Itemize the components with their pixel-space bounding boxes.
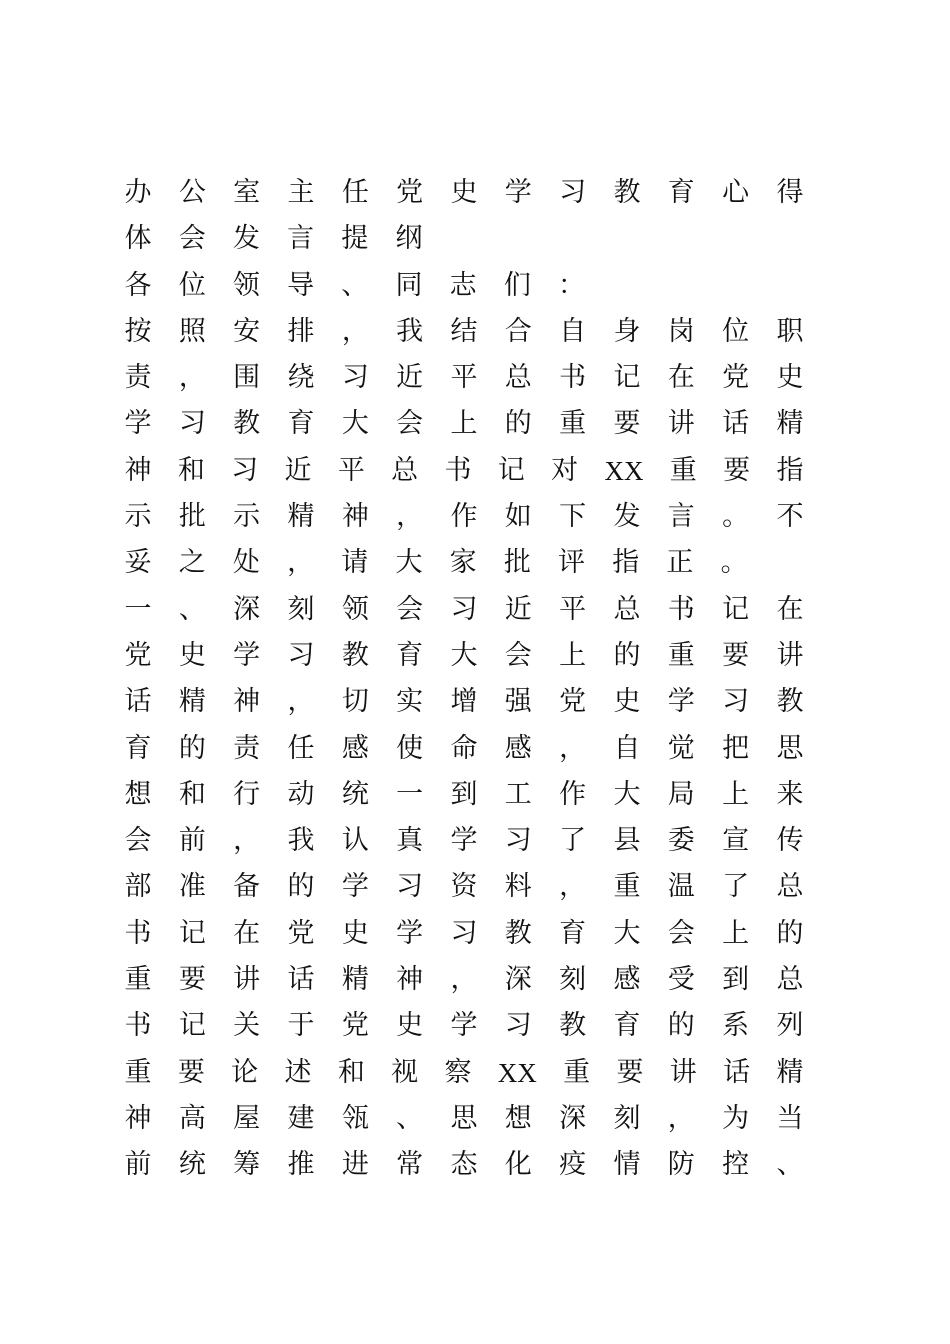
glyph: 行	[233, 778, 261, 810]
glyph: 防	[667, 1149, 695, 1181]
glyph: 习	[559, 177, 587, 208]
glyph: 把	[722, 732, 750, 764]
glyph: 学	[233, 639, 261, 671]
glyph: 志	[449, 269, 477, 301]
glyph: 平	[450, 362, 478, 394]
glyph: 思	[776, 732, 804, 764]
glyph: 常	[396, 1149, 424, 1181]
glyph: 育	[667, 177, 695, 208]
glyph: 近	[284, 454, 312, 486]
glyph: 围	[233, 362, 261, 394]
glyph: 史	[613, 686, 641, 718]
glyph: 深	[504, 964, 532, 996]
glyph: 妥	[124, 547, 152, 579]
glyph: 按	[124, 315, 152, 347]
glyph: 讲	[669, 1056, 697, 1088]
glyph: 神	[124, 1102, 152, 1134]
glyph: 作	[450, 501, 478, 533]
glyph: 史	[178, 639, 206, 671]
glyph: 岗	[667, 315, 695, 347]
glyph: 讲	[776, 639, 804, 671]
glyph: 近	[504, 593, 532, 625]
glyph: 神	[233, 686, 261, 718]
glyph: 论	[231, 1056, 259, 1088]
body-line	[124, 1003, 804, 1049]
glyph: 话	[124, 686, 152, 718]
glyph: 感	[341, 732, 369, 764]
glyph: 在	[667, 362, 695, 394]
body-line	[124, 1096, 804, 1142]
glyph: 记	[178, 1010, 206, 1042]
glyph: 刻	[287, 593, 315, 625]
glyph: 刻	[559, 964, 587, 996]
glyph: 筹	[233, 1149, 261, 1181]
body-line	[124, 1050, 804, 1096]
glyph: 的	[287, 871, 315, 903]
glyph: 受	[667, 964, 695, 996]
glyph: 和	[337, 1056, 365, 1088]
glyph: 我	[287, 825, 315, 857]
glyph: 习	[722, 686, 750, 718]
body-line	[124, 911, 804, 957]
glyph: 会	[178, 223, 206, 255]
glyph: 为	[722, 1102, 750, 1134]
glyph: ，	[178, 362, 206, 394]
glyph: 主	[287, 177, 315, 208]
glyph: 会	[396, 593, 424, 625]
glyph: 、	[396, 1102, 424, 1134]
glyph: 们	[503, 269, 531, 301]
glyph: 照	[178, 315, 206, 347]
glyph: 职	[776, 315, 804, 347]
glyph: 结	[450, 315, 478, 347]
glyph: 觉	[667, 732, 695, 764]
glyph: 重	[613, 871, 641, 903]
glyph: 视	[391, 1056, 419, 1088]
glyph: 。	[722, 501, 750, 533]
glyph: 重	[124, 1056, 152, 1088]
glyph: 重	[559, 408, 587, 440]
glyph: 书	[124, 917, 152, 949]
glyph: 家	[449, 547, 477, 579]
glyph: 屋	[233, 1102, 261, 1134]
glyph: 想	[124, 778, 152, 810]
glyph: 精	[341, 964, 369, 996]
glyph: 建	[287, 1102, 315, 1134]
glyph: 史	[776, 362, 804, 394]
glyph: 党	[341, 1010, 369, 1042]
glyph: 了	[722, 871, 750, 903]
glyph: 、	[178, 593, 206, 625]
glyph: 当	[776, 1102, 804, 1134]
glyph: 不	[776, 501, 804, 533]
glyph: 请	[341, 547, 369, 579]
glyph: 上	[450, 408, 478, 440]
glyph: 总	[613, 593, 641, 625]
glyph: 学	[504, 177, 532, 208]
glyph: 大	[450, 639, 478, 671]
glyph: ，	[287, 547, 315, 579]
glyph: 之	[178, 547, 206, 579]
salutation-line	[124, 263, 804, 309]
glyph: 领	[232, 269, 260, 301]
glyph: 提	[341, 223, 369, 255]
document-body	[124, 170, 804, 1189]
glyph: 习	[231, 454, 259, 486]
glyph: 要	[616, 1056, 644, 1088]
glyph: 评	[558, 547, 585, 579]
glyph: 育	[124, 732, 152, 764]
glyph: ，	[559, 871, 587, 903]
glyph: 、	[776, 1149, 804, 1181]
glyph: 在	[233, 917, 261, 949]
glyph: 前	[178, 825, 206, 857]
glyph: 总	[776, 964, 804, 996]
glyph: 要	[722, 639, 750, 671]
glyph: 大	[613, 778, 641, 810]
glyph: 记	[722, 593, 750, 625]
glyph: 各	[124, 269, 152, 301]
glyph: 部	[124, 871, 152, 903]
glyph: 我	[396, 315, 424, 347]
glyph: 合	[504, 315, 532, 347]
glyph: 大	[613, 917, 641, 949]
glyph: 局	[667, 778, 695, 810]
glyph: 史	[341, 917, 369, 949]
body-line	[124, 818, 804, 864]
glyph: 正	[666, 547, 694, 579]
glyph: 排	[287, 315, 315, 347]
section-heading-line	[124, 633, 804, 679]
glyph: 批	[503, 547, 531, 579]
glyph: 的	[776, 917, 804, 949]
glyph: 在	[776, 593, 804, 625]
glyph: 实	[396, 686, 424, 718]
glyph: 党	[396, 177, 424, 208]
glyph: 化	[504, 1149, 532, 1181]
glyph: 学	[396, 917, 424, 949]
body-line	[124, 401, 804, 447]
glyph: 县	[613, 825, 641, 857]
body-line	[124, 494, 804, 540]
glyph: 教	[776, 686, 804, 718]
glyph: 书	[444, 454, 472, 486]
glyph: 传	[776, 825, 804, 857]
glyph: 想	[504, 1102, 532, 1134]
glyph: 精	[776, 408, 804, 440]
glyph: 深	[233, 593, 261, 625]
glyph: 学	[450, 825, 478, 857]
glyph: 示	[233, 501, 261, 533]
glyph: 学	[124, 408, 152, 440]
glyph: 的	[667, 1010, 695, 1042]
glyph: 批	[178, 501, 206, 533]
glyph: 控	[722, 1149, 750, 1181]
body-line	[124, 309, 804, 355]
glyph: 要	[178, 964, 206, 996]
glyph: ，	[559, 732, 587, 764]
glyph: 话	[287, 964, 315, 996]
glyph: 一	[396, 778, 424, 810]
glyph: 自	[559, 315, 587, 347]
glyph: 党	[287, 917, 315, 949]
glyph: 发	[232, 223, 260, 255]
glyph: 书	[667, 593, 695, 625]
glyph: 习	[341, 362, 369, 394]
glyph: 准	[178, 871, 206, 903]
glyph: ，	[341, 315, 369, 347]
glyph: 讲	[667, 408, 695, 440]
glyph: 增	[450, 686, 478, 718]
glyph: 心	[722, 177, 750, 208]
glyph: 要	[613, 408, 641, 440]
glyph: 习	[504, 825, 532, 857]
glyph: 到	[450, 778, 478, 810]
glyph: 记	[613, 362, 641, 394]
glyph: 重	[667, 639, 695, 671]
glyph: 系	[722, 1010, 750, 1042]
glyph: 导	[287, 269, 315, 301]
glyph: 公	[178, 177, 206, 208]
glyph: 任	[341, 177, 369, 208]
glyph: 作	[559, 778, 587, 810]
glyph: 绕	[287, 362, 315, 394]
glyph: 到	[722, 964, 750, 996]
body-line	[124, 448, 804, 494]
glyph: 大	[341, 408, 369, 440]
title-line-2	[124, 216, 804, 262]
glyph: 言	[287, 223, 315, 255]
glyph: 的	[178, 732, 206, 764]
glyph: 责	[233, 732, 261, 764]
glyph: 领	[341, 593, 369, 625]
glyph: 备	[233, 871, 261, 903]
section-heading-line	[124, 679, 804, 725]
glyph: 自	[613, 732, 641, 764]
glyph: 位	[178, 269, 206, 301]
glyph: 会	[504, 639, 532, 671]
section-heading-line	[124, 726, 804, 772]
glyph: ，	[396, 501, 424, 533]
glyph: 感	[613, 964, 641, 996]
glyph: 统	[178, 1149, 206, 1181]
glyph: 认	[341, 825, 369, 857]
glyph: 感	[504, 732, 532, 764]
glyph: 思	[450, 1102, 478, 1134]
glyph: 统	[341, 778, 369, 810]
glyph: 的	[613, 639, 641, 671]
glyph: 近	[396, 362, 424, 394]
glyph: 使	[396, 732, 424, 764]
glyph: 工	[504, 778, 532, 810]
glyph: 位	[722, 315, 750, 347]
glyph: 教	[613, 177, 641, 208]
glyph: 刻	[613, 1102, 641, 1134]
glyph: ，	[667, 1102, 695, 1134]
glyph: 切	[341, 686, 369, 718]
glyph: 上	[722, 917, 750, 949]
glyph: 党	[722, 362, 750, 394]
glyph: 习	[396, 871, 424, 903]
glyph: 和	[178, 778, 206, 810]
glyph: 育	[396, 639, 424, 671]
glyph: 推	[287, 1149, 315, 1181]
glyph: 总	[504, 362, 532, 394]
glyph: 精	[287, 501, 315, 533]
glyph: 大	[395, 547, 423, 579]
glyph: 如	[504, 501, 532, 533]
glyph: 资	[450, 871, 478, 903]
glyph: 于	[287, 1010, 315, 1042]
glyph: 纲	[395, 223, 423, 255]
glyph: 命	[450, 732, 478, 764]
glyph: 学	[450, 1010, 478, 1042]
glyph: 育	[287, 408, 315, 440]
glyph: 对	[551, 454, 579, 486]
glyph: 会	[667, 917, 695, 949]
glyph: 情	[613, 1149, 641, 1181]
glyph: 、	[341, 269, 369, 301]
glyph: 精	[178, 686, 206, 718]
glyph: 上	[722, 778, 750, 810]
glyph: 料	[504, 871, 532, 903]
glyph: 平	[559, 593, 587, 625]
glyph: 育	[613, 1010, 641, 1042]
glyph: ，	[233, 825, 261, 857]
glyph: XX	[604, 455, 644, 486]
glyph: 。	[720, 547, 748, 579]
glyph: 平	[337, 454, 365, 486]
glyph: 发	[613, 501, 641, 533]
glyph: 示	[124, 501, 152, 533]
glyph: 列	[776, 1010, 804, 1042]
glyph: XX	[497, 1057, 537, 1088]
glyph: 了	[559, 825, 587, 857]
glyph: 教	[559, 1010, 587, 1042]
glyph: 总	[776, 871, 804, 903]
body-line	[124, 957, 804, 1003]
glyph: 真	[396, 825, 424, 857]
glyph: 史	[396, 1010, 424, 1042]
glyph: 高	[178, 1102, 206, 1134]
glyph: 要	[177, 1056, 205, 1088]
glyph: 察	[444, 1056, 472, 1088]
glyph: 指	[776, 454, 804, 486]
glyph: 办	[124, 177, 152, 208]
glyph: 习	[450, 917, 478, 949]
glyph: ，	[450, 964, 478, 996]
glyph: 下	[559, 501, 587, 533]
glyph: 上	[559, 639, 587, 671]
glyph: 学	[341, 871, 369, 903]
glyph: 会	[124, 825, 152, 857]
glyph: 宣	[722, 825, 750, 857]
glyph: 育	[559, 917, 587, 949]
glyph: 神	[124, 454, 152, 486]
glyph: 记	[497, 454, 525, 486]
glyph: 进	[341, 1149, 369, 1181]
glyph: ，	[287, 686, 315, 718]
glyph: 体	[124, 223, 152, 255]
glyph: 疫	[559, 1149, 587, 1181]
glyph: 会	[396, 408, 424, 440]
glyph: 室	[233, 177, 261, 208]
glyph: 重	[124, 964, 152, 996]
glyph: 精	[776, 1056, 804, 1088]
glyph: 动	[287, 778, 315, 810]
glyph: 强	[504, 686, 532, 718]
glyph: 瓴	[341, 1102, 369, 1134]
glyph: 同	[395, 269, 423, 301]
glyph: ：	[558, 269, 585, 301]
glyph: 话	[723, 1056, 751, 1088]
body-line	[124, 540, 804, 586]
glyph: 史	[450, 177, 478, 208]
body-line	[124, 864, 804, 910]
glyph: 神	[341, 501, 369, 533]
body-line	[124, 1142, 804, 1188]
glyph: 述	[284, 1056, 312, 1088]
glyph: 来	[776, 778, 804, 810]
glyph: 教	[233, 408, 261, 440]
glyph: 的	[504, 408, 532, 440]
glyph: 党	[124, 639, 152, 671]
glyph: 总	[391, 454, 419, 486]
glyph: 话	[722, 408, 750, 440]
glyph: 深	[559, 1102, 587, 1134]
glyph: 习	[450, 593, 478, 625]
glyph: 党	[559, 686, 587, 718]
glyph: 要	[723, 454, 751, 486]
glyph: 温	[667, 871, 695, 903]
glyph: 安	[233, 315, 261, 347]
glyph: 态	[450, 1149, 478, 1181]
section-heading-line	[124, 587, 804, 633]
glyph: 得	[776, 177, 804, 208]
glyph: 责	[124, 362, 152, 394]
glyph: 记	[178, 917, 206, 949]
glyph: 前	[124, 1149, 152, 1181]
glyph: 委	[667, 825, 695, 857]
section-heading-line	[124, 772, 804, 818]
glyph: 身	[613, 315, 641, 347]
glyph: 和	[177, 454, 205, 486]
glyph: 处	[232, 547, 260, 579]
glyph: 教	[504, 917, 532, 949]
glyph: 重	[669, 454, 697, 486]
glyph: 言	[667, 501, 695, 533]
glyph: 习	[178, 408, 206, 440]
glyph: 书	[124, 1010, 152, 1042]
glyph: 教	[341, 639, 369, 671]
glyph: 学	[667, 686, 695, 718]
glyph: 重	[563, 1056, 591, 1088]
body-line	[124, 355, 804, 401]
glyph: 任	[287, 732, 315, 764]
title-line-1	[124, 170, 804, 216]
glyph: 书	[559, 362, 587, 394]
glyph: 指	[612, 547, 640, 579]
glyph: 讲	[233, 964, 261, 996]
glyph: 神	[396, 964, 424, 996]
glyph: 习	[504, 1010, 532, 1042]
glyph: 习	[287, 639, 315, 671]
glyph: 一	[124, 593, 152, 625]
glyph: 关	[233, 1010, 261, 1042]
